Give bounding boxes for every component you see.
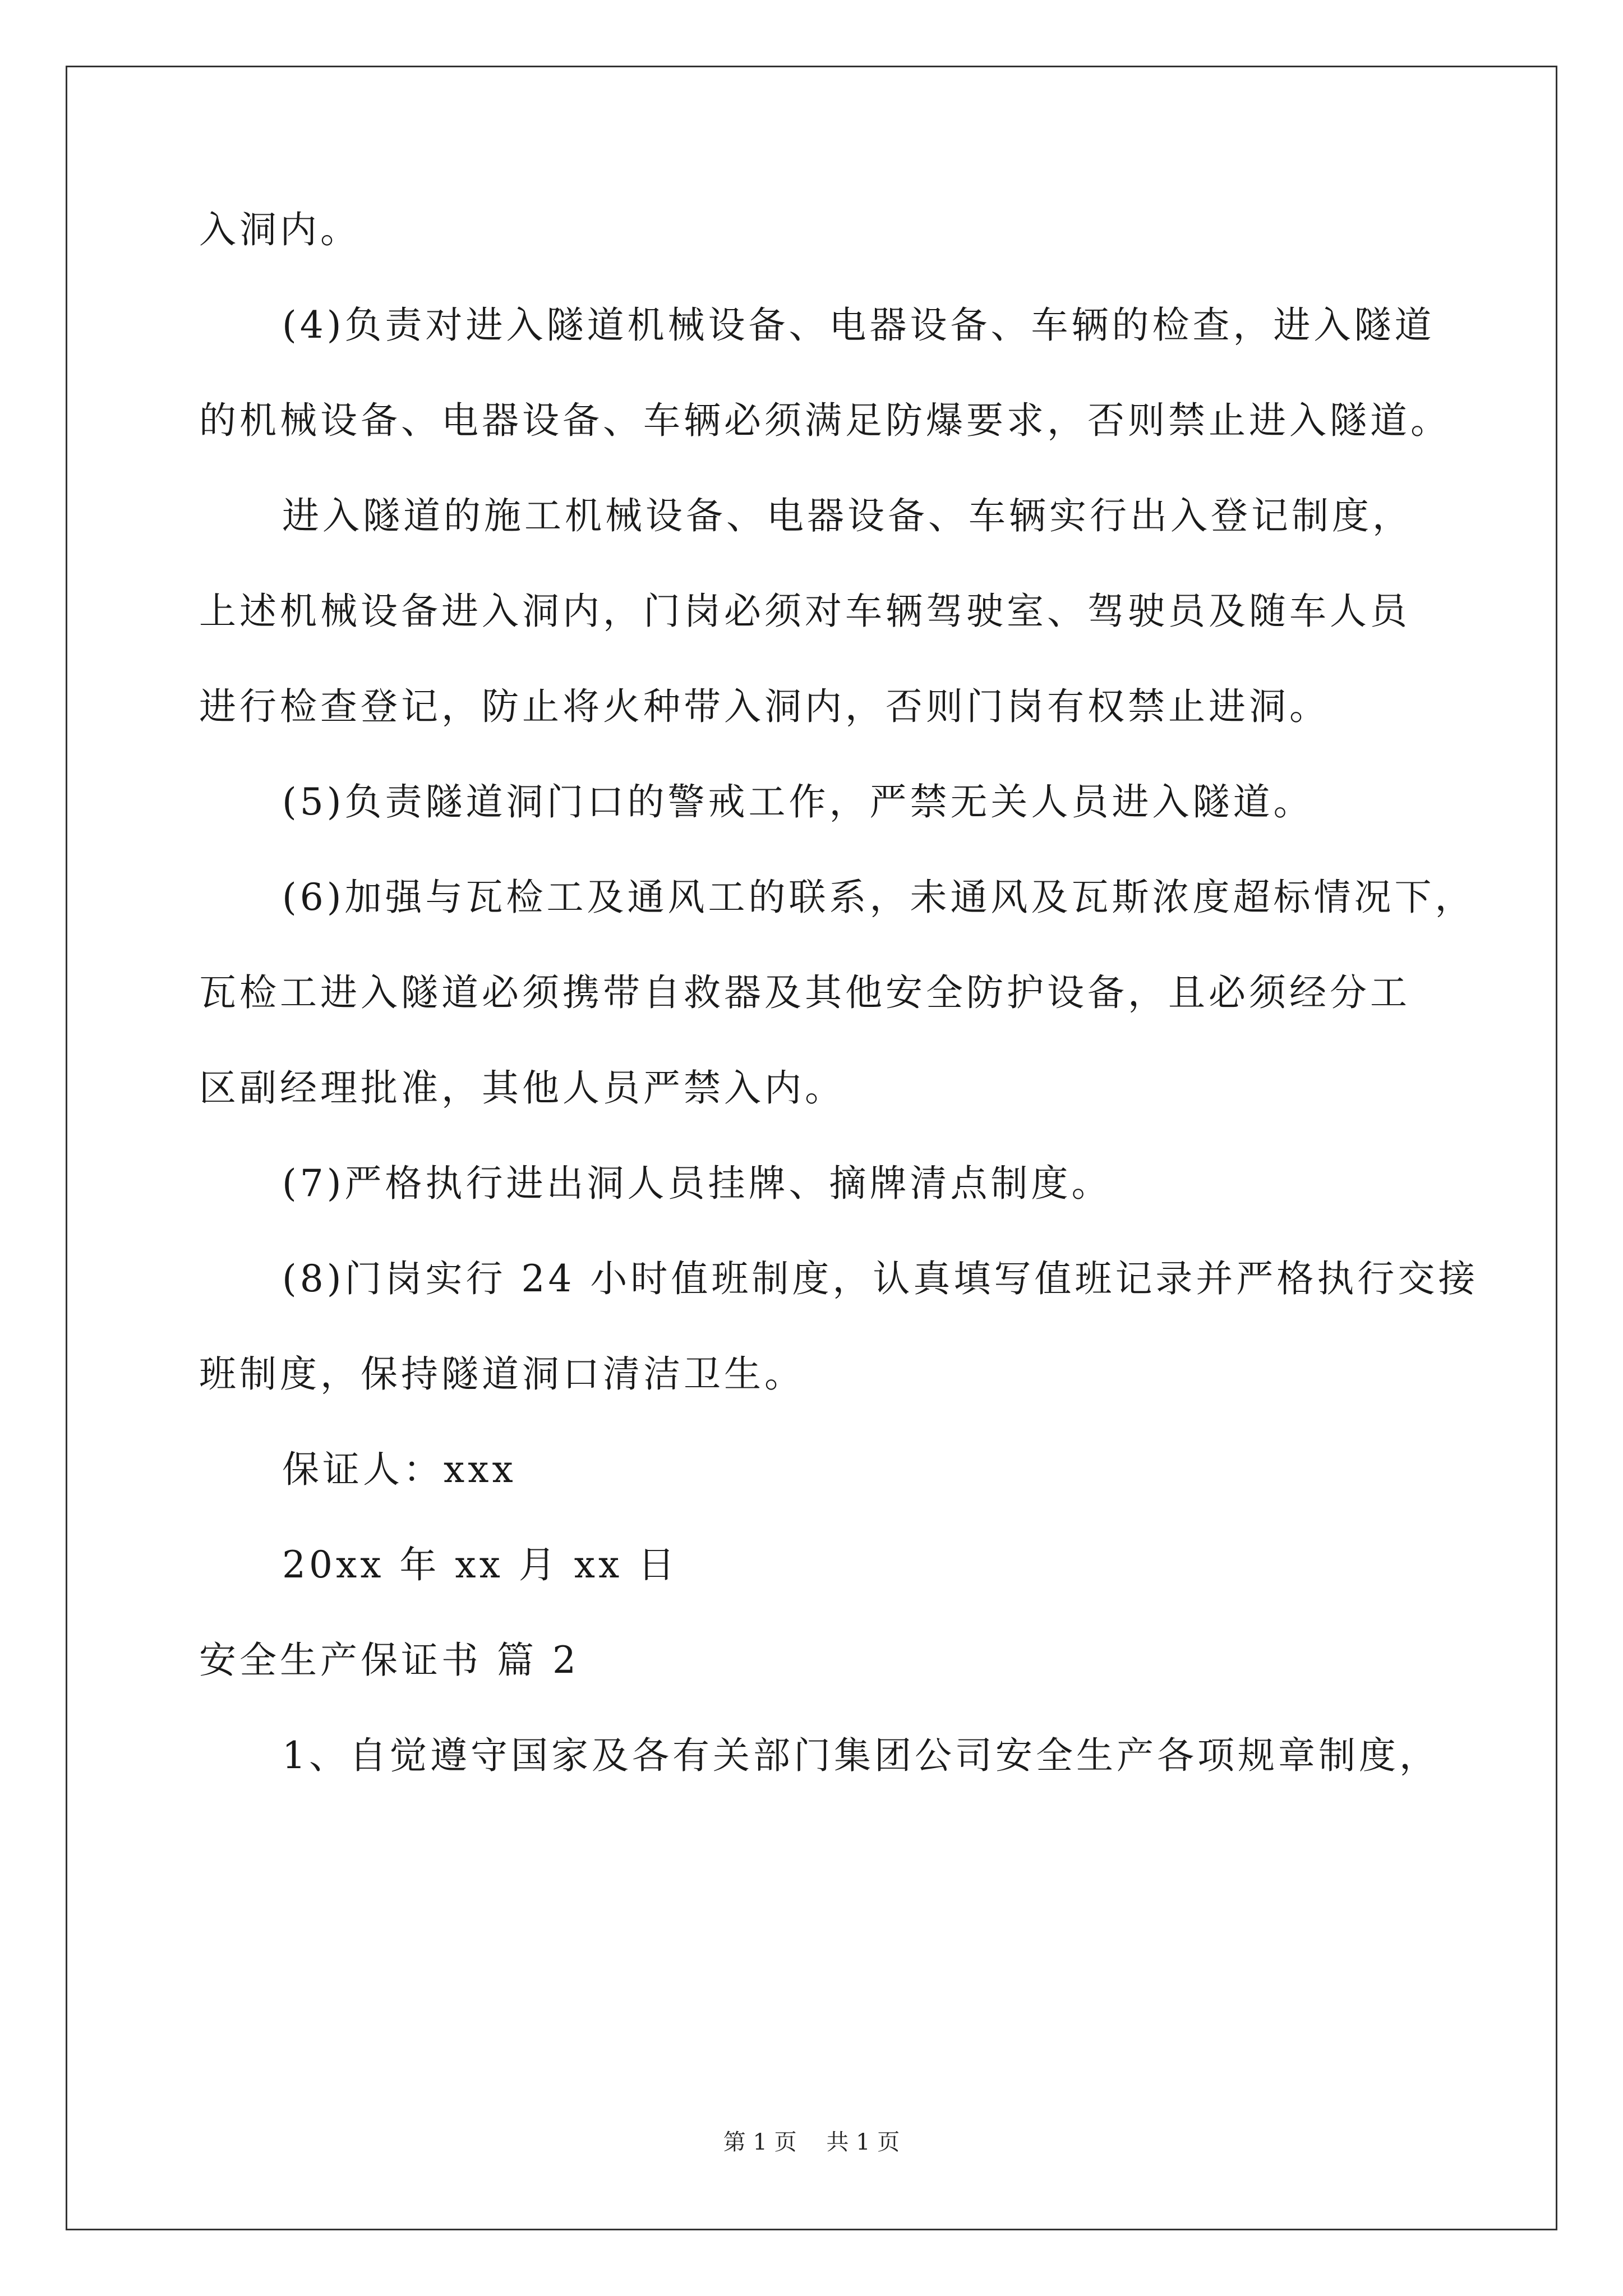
text-line: (4)负责对进入隧道机械设备、电器设备、车辆的检查，进入隧道 bbox=[282, 303, 1435, 347]
text-line: 1、自觉遵守国家及各有关部门集团公司安全生产各项规章制度， bbox=[282, 1734, 1440, 1777]
page-footer bbox=[0, 2129, 1623, 2156]
text-line: (7)严格执行进出洞人员挂牌、摘牌清点制度。 bbox=[282, 1162, 1112, 1205]
text-line: 班制度，保持隧道洞口清洁卫生。 bbox=[199, 1352, 805, 1396]
text-line: (6)加强与瓦检工及通风工的联系，未通风及瓦斯浓度超标情况下， bbox=[282, 876, 1476, 919]
section-heading: 安全生产保证书 篇 2 bbox=[199, 1639, 579, 1682]
text-line: 区副经理批准，其他人员严禁入内。 bbox=[199, 1066, 845, 1110]
date-line: 20xx 年 xx 月 xx 日 bbox=[282, 1543, 679, 1586]
text-line: 上述机械设备进入洞内，门岗必须对车辆驾驶室、驾驶员及随车人员 bbox=[199, 590, 1410, 633]
text-line: 进入隧道的施工机械设备、电器设备、车辆实行出入登记制度， bbox=[282, 494, 1413, 537]
signatory-line: 保证人：xxx bbox=[282, 1448, 517, 1491]
text-line: (8)门岗实行 24 小时值班制度，认真填写值班记录并严格执行交接 bbox=[282, 1257, 1479, 1300]
text-line: (5)负责隧道洞门口的警戒工作，严禁无关人员进入隧道。 bbox=[282, 780, 1314, 823]
text-line: 瓦检工进入隧道必须携带自救器及其他安全防护设备，且必须经分工 bbox=[199, 971, 1410, 1014]
page-border bbox=[66, 66, 1557, 2230]
text-line: 进行检查登记，防止将火种带入洞内，否则门岗有权禁止进洞。 bbox=[199, 685, 1330, 728]
text-line: 的机械设备、电器设备、车辆必须满足防爆要求，否则禁止进入隧道。 bbox=[199, 399, 1451, 442]
page-number: 第 1 页 bbox=[723, 2129, 797, 2155]
text-line: 入洞内。 bbox=[199, 208, 361, 251]
page-total: 共 1 页 bbox=[826, 2129, 900, 2155]
